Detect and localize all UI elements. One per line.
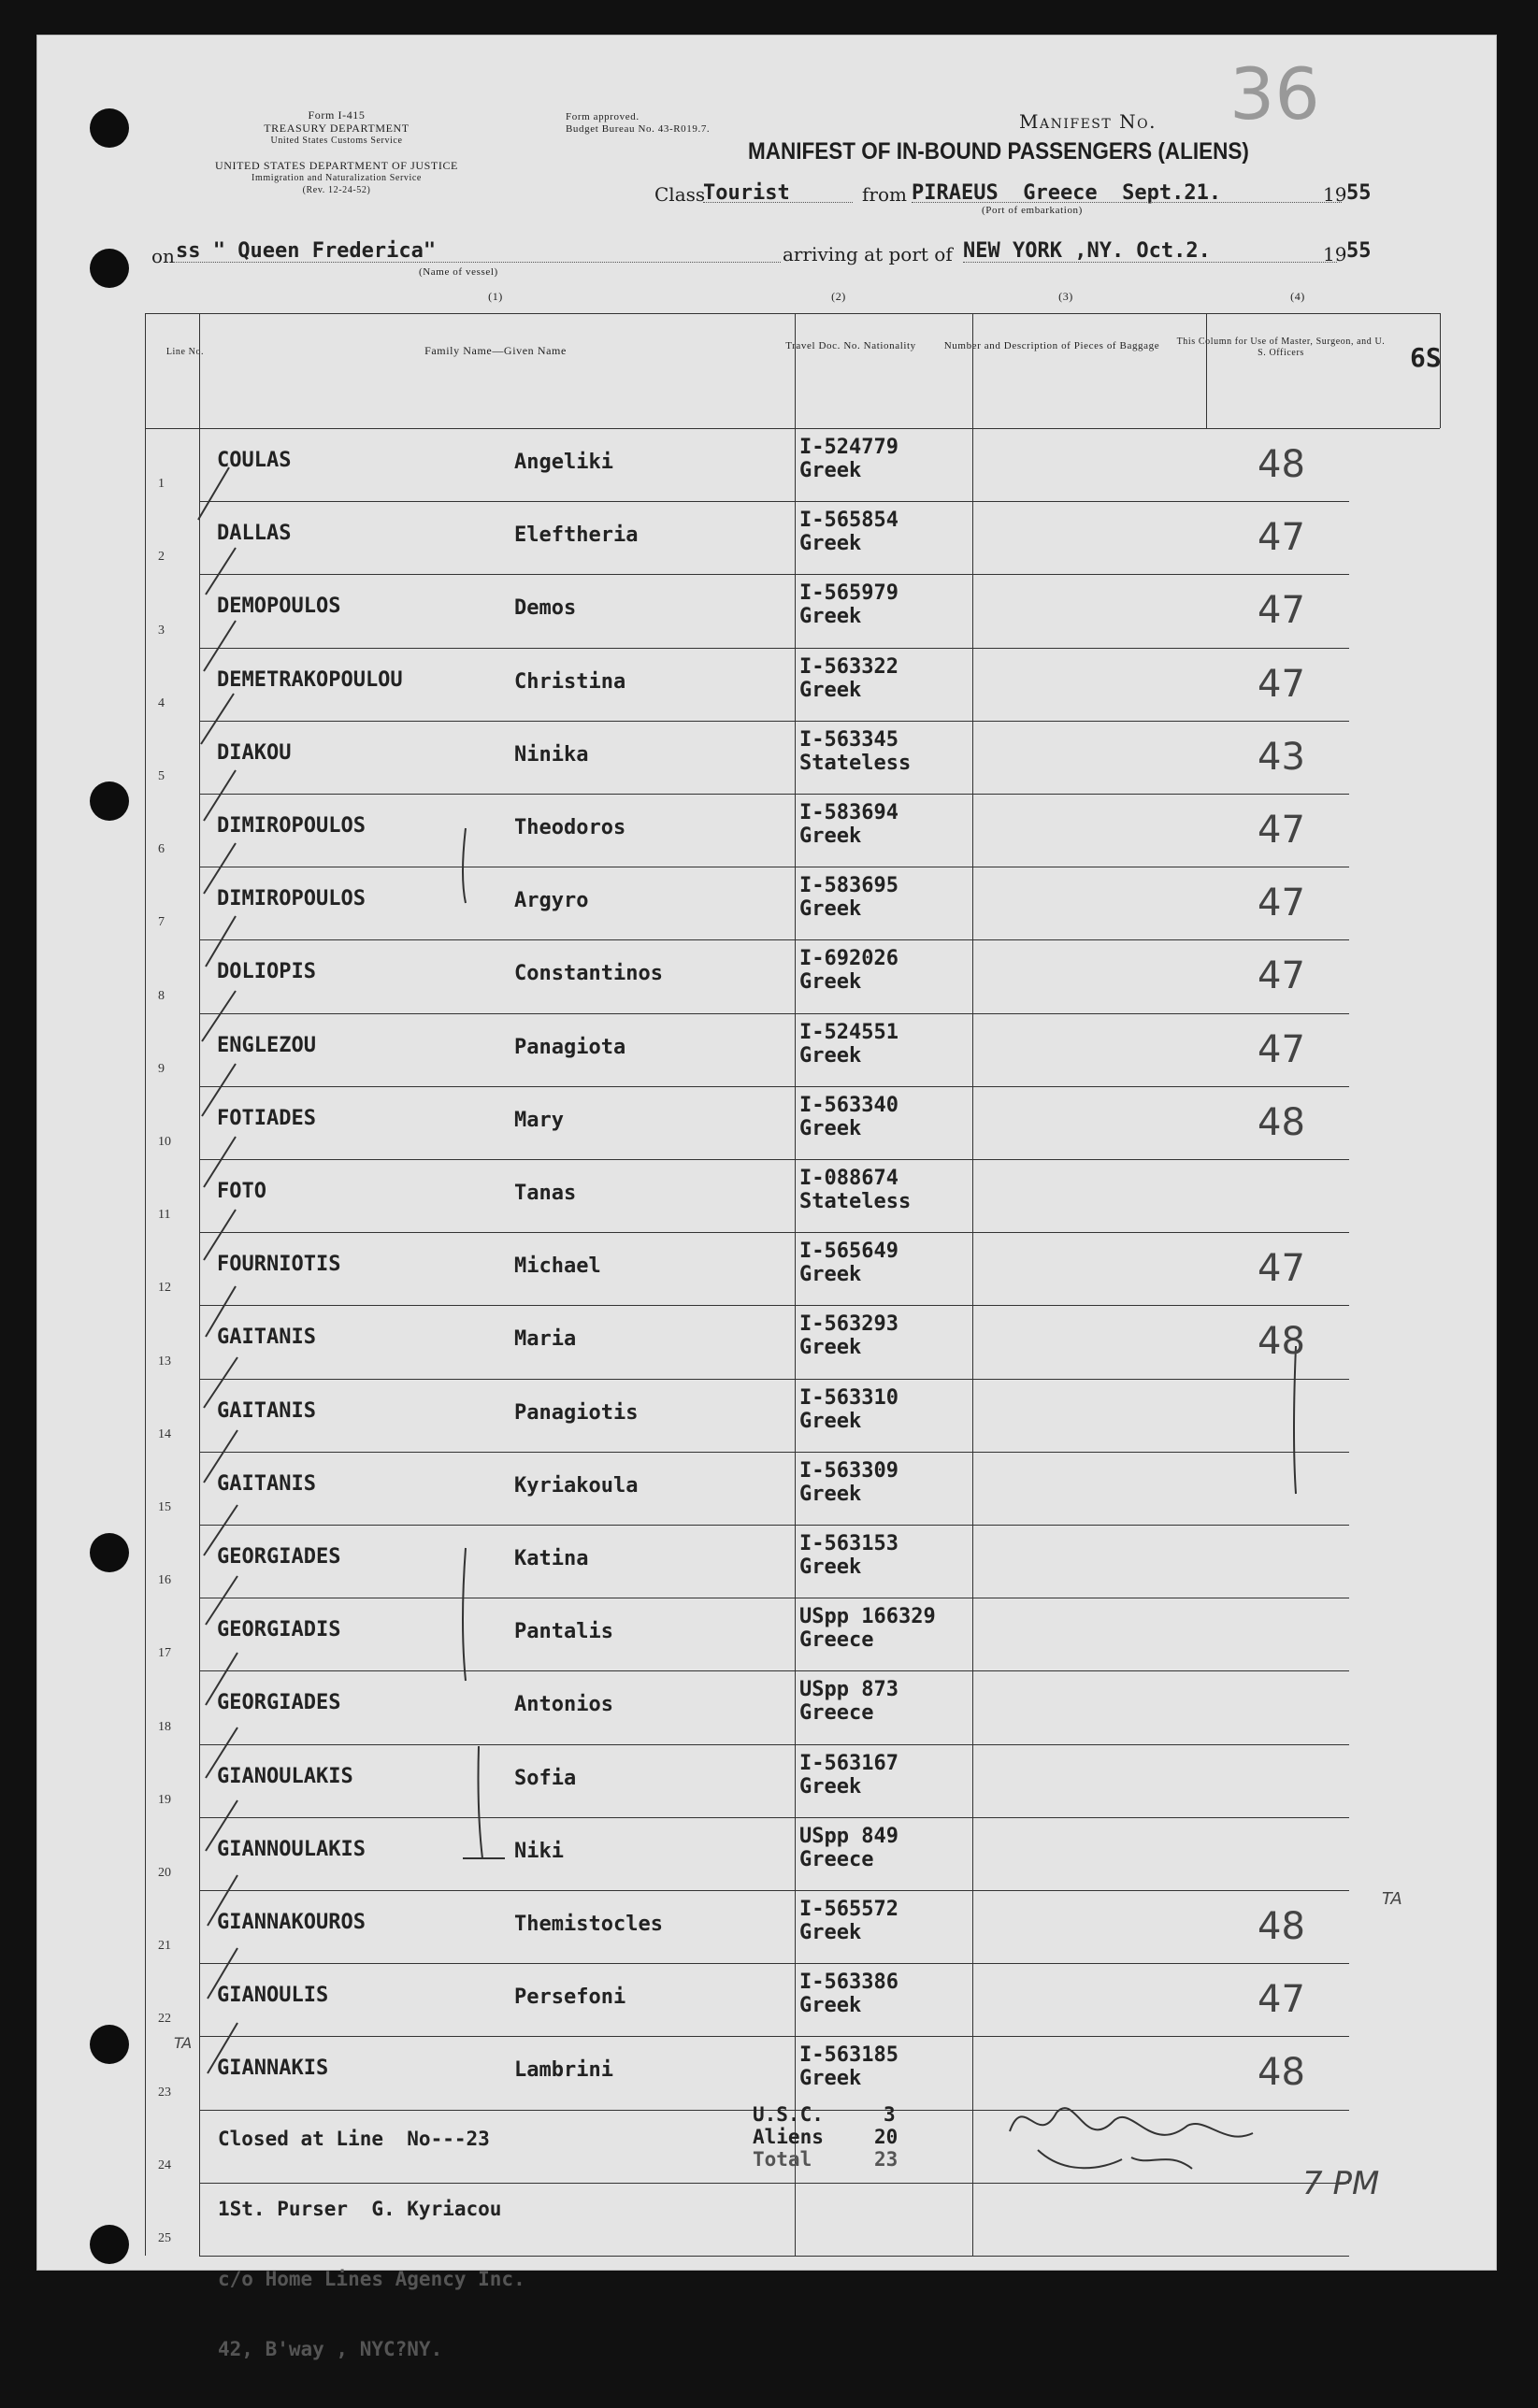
family-name: DIMIROPOULOS	[217, 814, 366, 838]
given-name: Pantalis	[514, 1620, 613, 1644]
line-number: 14	[158, 1426, 171, 1441]
nationality: Greek	[799, 970, 862, 995]
given-name: Christina	[514, 669, 626, 694]
given-name: Mary	[514, 1108, 564, 1132]
table-row	[145, 794, 1440, 867]
family-name: FOTO	[217, 1180, 266, 1203]
ins-service: Immigration and Naturalization Service	[252, 173, 422, 183]
family-name: DIAKOU	[217, 740, 292, 765]
travel-doc-number: I-524551	[799, 1020, 898, 1044]
family-name: GEORGIADES	[217, 1691, 341, 1715]
travel-doc-number: I-563309	[799, 1458, 898, 1483]
col-number-4: (4)	[1290, 290, 1305, 303]
vessel-name: ss " Queen Frederica"	[176, 239, 437, 263]
line-number: 12	[158, 1281, 171, 1296]
line-number: 18	[158, 1719, 171, 1734]
from-label: from	[862, 183, 907, 206]
header-baggage: Number and Description of Pieces of Baggage	[943, 340, 1160, 351]
nationality: Stateless	[799, 751, 912, 775]
nationality: Greek	[799, 1555, 862, 1579]
class-label: Class	[654, 183, 706, 206]
aliens-label: Aliens	[753, 2126, 824, 2148]
table-column-rule	[1440, 313, 1441, 428]
line-number: 10	[158, 1134, 171, 1149]
officer-mark: 48	[1258, 1905, 1305, 1948]
totals-block	[753, 2103, 898, 2171]
from-year-prefix: 19	[1323, 183, 1347, 206]
nationality: Greek	[799, 1263, 862, 1287]
table-row	[145, 1525, 1440, 1598]
given-name: Themistocles	[514, 1913, 663, 1936]
arriving-label: arriving at port of	[783, 243, 953, 265]
col-number-3: (3)	[1058, 290, 1073, 303]
customs-service: United States Customs Service	[270, 136, 403, 146]
table-row	[145, 1817, 1440, 1890]
officer-mark: 47	[1258, 954, 1305, 998]
travel-doc-number: I-563322	[799, 654, 898, 679]
header-line-no: Line No.	[165, 347, 205, 357]
aliens-count: 20	[874, 2126, 898, 2148]
department-of-justice: UNITED STATES DEPARTMENT OF JUSTICE	[214, 159, 458, 172]
travel-doc-number: I-563185	[799, 2043, 898, 2068]
treasury-department: TREASURY DEPARTMENT	[264, 122, 410, 135]
nationality: Greek	[799, 1482, 862, 1506]
given-name: Niki	[514, 1839, 564, 1863]
line-number: 13	[158, 1354, 171, 1369]
table-row	[145, 721, 1440, 794]
travel-doc-number: I-692026	[799, 947, 898, 971]
given-name: Ninika	[514, 742, 589, 767]
form-number: Form I-415	[308, 108, 366, 122]
travel-doc-number: USpp 873	[799, 1678, 898, 1702]
line-number: 20	[158, 1865, 171, 1880]
travel-doc-number: I-565854	[799, 509, 898, 533]
family-name: GAITANIS	[217, 1471, 316, 1496]
usc-count: 3	[884, 2103, 896, 2126]
table-row	[145, 1379, 1440, 1452]
travel-doc-number: USpp 166329	[799, 1605, 936, 1629]
officer-mark: 48	[1258, 443, 1305, 486]
on-label: on	[151, 245, 175, 267]
officer-mark: 47	[1258, 1247, 1305, 1291]
arrive-year-prefix: 19	[1323, 243, 1347, 265]
header-officers: This Column for Use of Master, Surgeon, and U. S. Officers	[1176, 337, 1386, 358]
family-name: DOLIOPIS	[217, 960, 316, 984]
officer-mark: 47	[1258, 1978, 1305, 2022]
officer-mark: 48	[1258, 1320, 1305, 1364]
nationality: Greek	[799, 605, 862, 629]
passenger-table	[145, 313, 1445, 2256]
from-value: PIRAEUS Greece Sept.21.	[912, 181, 1222, 205]
closing-block	[218, 2081, 525, 2408]
line-number: 23	[158, 2085, 171, 2100]
from-year: 55	[1346, 181, 1372, 205]
given-name: Persefoni	[514, 1985, 626, 2010]
line-number: 16	[158, 1573, 171, 1588]
table-row	[145, 574, 1440, 647]
line-number: 25	[158, 2230, 171, 2245]
manifest-title: MANIFEST OF IN-BOUND PASSENGERS (ALIENS)	[748, 138, 1249, 165]
travel-doc-number: I-563293	[799, 1312, 898, 1337]
family-name: GEORGIADIS	[217, 1618, 341, 1642]
family-name: DEMOPOULOS	[217, 595, 341, 619]
line-number: 8	[158, 988, 165, 1003]
table-row	[145, 1452, 1440, 1525]
port-embark-caption: (Port of embarkation)	[982, 205, 1083, 216]
line-number: 9	[158, 1061, 165, 1076]
line-number: 6	[158, 842, 165, 857]
given-name: Constantinos	[514, 962, 663, 986]
signature-note: 7 PM	[1302, 2165, 1380, 2202]
family-name: ENGLEZOU	[217, 1033, 316, 1057]
travel-doc-number: I-583695	[799, 874, 898, 898]
given-name: Panagiota	[514, 1035, 626, 1059]
travel-doc-number: USpp 849	[799, 1824, 898, 1848]
table-row	[145, 1670, 1440, 1743]
travel-doc-number: I-565979	[799, 581, 898, 606]
given-name: Argyro	[514, 889, 589, 913]
vessel-caption: (Name of vessel)	[419, 266, 498, 278]
officer-mark: 43	[1258, 735, 1305, 779]
nationality: Greek	[799, 824, 862, 848]
family-name: DALLAS	[217, 522, 292, 546]
agency: c/o Home Lines Agency Inc.	[218, 2268, 525, 2290]
nationality: Greece	[799, 1847, 874, 1871]
given-name: Sofia	[514, 1766, 577, 1790]
table-row	[145, 1890, 1440, 1963]
travel-doc-number: I-563310	[799, 1385, 898, 1410]
line-number: 24	[158, 2157, 171, 2172]
family-name: GIANOULIS	[217, 1984, 329, 2008]
travel-doc-number: I-088674	[799, 1167, 898, 1190]
col-number-1: (1)	[488, 290, 503, 303]
family-name: FOTIADES	[217, 1106, 316, 1130]
travel-doc-number: I-524779	[799, 436, 898, 459]
family-name: GIANNAKIS	[217, 2057, 329, 2081]
arriving-value: NEW YORK ,NY. Oct.2.	[963, 239, 1211, 263]
ta-mark-left: TA	[174, 2034, 193, 2052]
nationality: Greek	[799, 459, 862, 482]
nationality: Greek	[799, 1994, 862, 2018]
table-row	[145, 1086, 1440, 1159]
nationality: Greek	[799, 678, 862, 702]
table-row	[145, 867, 1440, 939]
family-name: GAITANIS	[217, 1326, 316, 1350]
arrive-year: 55	[1346, 239, 1372, 263]
table-row	[145, 1159, 1440, 1232]
nationality: Greek	[799, 532, 862, 556]
revision: (Rev. 12-24-52)	[302, 185, 371, 195]
table-row	[145, 428, 1440, 501]
agency-address: 42, B'way , NYC?NY.	[218, 2338, 443, 2360]
line-number: 3	[158, 623, 165, 638]
table-row	[145, 1744, 1440, 1817]
travel-doc-number: I-565572	[799, 1898, 898, 1921]
family-name: DIMIROPOULOS	[217, 887, 366, 911]
line-number: 11	[158, 1208, 171, 1223]
table-row	[145, 1013, 1440, 1086]
table-row	[145, 648, 1440, 721]
line-number: 5	[158, 768, 165, 783]
table-column-rule	[1206, 313, 1207, 428]
manifest-no-label: Manifest No.	[1019, 110, 1157, 133]
line-number: 4	[158, 695, 165, 710]
table-row	[145, 1305, 1440, 1378]
table-row	[145, 939, 1440, 1012]
nationality: Greek	[799, 1043, 862, 1068]
total-count: 23	[874, 2148, 898, 2171]
travel-doc-number: I-563345	[799, 727, 898, 752]
family-name: COULAS	[217, 449, 292, 472]
officer-mark: 47	[1258, 662, 1305, 706]
table-row	[145, 1963, 1440, 2036]
given-name: Eleftheria	[514, 523, 639, 548]
nationality: Greek	[799, 1774, 862, 1799]
travel-doc-number: I-583694	[799, 801, 898, 824]
given-name: Demos	[514, 596, 577, 621]
given-name: Maria	[514, 1327, 577, 1352]
header-family-given: Family Name—Given Name	[424, 344, 567, 357]
given-name: Panagiotis	[514, 1400, 639, 1425]
officer-mark: 47	[1258, 589, 1305, 633]
table-top-rule	[145, 313, 1440, 314]
travel-doc-number: I-563167	[799, 1751, 898, 1775]
officer-mark: 47	[1258, 882, 1305, 925]
col-number-2: (2)	[831, 290, 846, 303]
given-name: Angeliki	[514, 451, 613, 474]
travel-doc-number: I-563153	[799, 1532, 898, 1555]
line-number: 17	[158, 1646, 171, 1661]
family-name: GIANNAKOUROS	[217, 1911, 366, 1934]
travel-doc-number: I-563340	[799, 1093, 898, 1117]
family-name: GAITANIS	[217, 1398, 316, 1423]
given-name: Kyriakoula	[514, 1473, 639, 1498]
purser: 1St. Purser G. Kyriacou	[218, 2198, 502, 2220]
given-name: Katina	[514, 1547, 589, 1570]
family-name: GIANOULAKIS	[217, 1764, 353, 1788]
nationality: Greek	[799, 897, 862, 922]
officer-mark: 48	[1258, 1100, 1305, 1144]
manifest-page	[37, 36, 1496, 2360]
officer-mark: 47	[1258, 809, 1305, 852]
nationality: Greek	[799, 2067, 862, 2091]
line-number: 21	[158, 1939, 171, 1954]
nationality: Stateless	[799, 1190, 912, 1213]
nationality: Greek	[799, 1921, 862, 1944]
given-name: Tanas	[514, 1182, 577, 1205]
line-number: 15	[158, 1499, 171, 1514]
line-number: 19	[158, 1792, 171, 1807]
total-label: Total	[753, 2148, 812, 2171]
class-value: Tourist	[703, 181, 790, 205]
nationality: Greek	[799, 1409, 862, 1433]
nationality: Greece	[799, 1628, 874, 1653]
given-name: Theodoros	[514, 816, 626, 839]
line-number: 7	[158, 915, 165, 930]
officer-mark: 47	[1258, 516, 1305, 560]
table-row	[145, 1232, 1440, 1305]
travel-doc-number: I-563386	[799, 1971, 898, 1995]
budget-bureau: Budget Bureau No. 43-R019.7.	[566, 123, 711, 135]
table-row	[145, 501, 1440, 574]
nationality: Greece	[799, 1701, 874, 1726]
family-name: GIANNOULAKIS	[217, 1837, 366, 1861]
line-number: 1	[158, 477, 165, 492]
given-name: Michael	[514, 1254, 601, 1279]
line-number: 22	[158, 2012, 171, 2027]
form-approved: Form approved.	[566, 111, 640, 122]
manifest-number: 36	[1229, 52, 1320, 136]
side-mark: 6S	[1410, 342, 1442, 373]
nationality: Greek	[799, 1336, 862, 1360]
given-name: Antonios	[514, 1693, 613, 1717]
family-name: GEORGIADES	[217, 1545, 341, 1569]
usc-label: U.S.C.	[753, 2103, 824, 2126]
closed-at-line: Closed at Line No---23	[218, 2128, 490, 2150]
header-travel-doc: Travel Doc. No. Nationality	[785, 340, 916, 351]
family-name: DEMETRAKOPOULOU	[217, 667, 403, 692]
line-number: 2	[158, 550, 165, 565]
nationality: Greek	[799, 1116, 862, 1140]
officer-mark: 47	[1258, 1027, 1305, 1071]
officer-mark: 48	[1258, 2051, 1305, 2095]
travel-doc-number: I-565649	[799, 1240, 898, 1264]
family-name: FOURNIOTIS	[217, 1253, 341, 1277]
ta-mark-row21: TA	[1382, 1889, 1402, 1909]
table-row	[145, 1598, 1440, 1670]
given-name: Lambrini	[514, 2058, 613, 2083]
